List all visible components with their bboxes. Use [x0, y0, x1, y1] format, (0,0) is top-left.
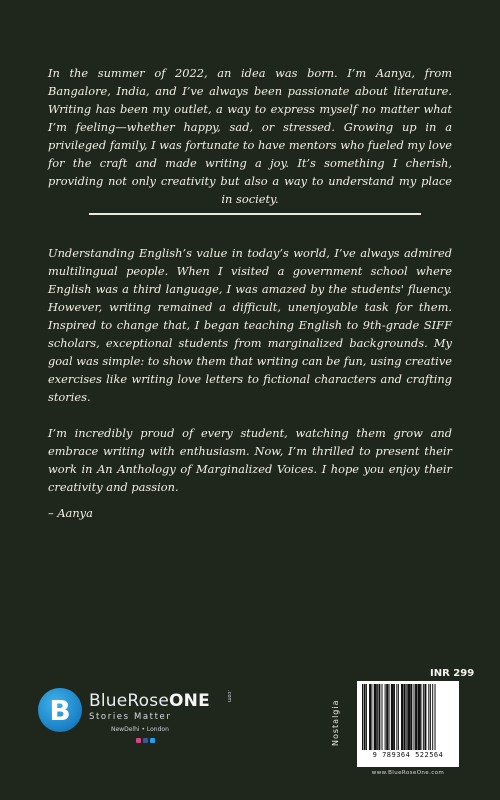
isbn-barcode: [357, 681, 459, 767]
barcode-bars: [362, 684, 454, 750]
instagram-icon: [136, 738, 141, 743]
publisher-cities: NewDelhi • London: [111, 726, 169, 733]
book-title-vertical: Nostalgia: [331, 699, 340, 747]
price-label: INR 299: [430, 668, 475, 679]
publisher-logo: [38, 688, 232, 744]
divider-line: [89, 213, 421, 215]
publisher-website: www.BlueRoseOne.com: [371, 770, 445, 776]
teaching-paragraph: Understanding English’s value in today’s world, I’ve always admired multilingual people. When I visited a government school where English was a third language, I was amazed by the students' fluency. However, writing remained a difficult, unenjoyable task for them. Inspired to change that, I began teaching English to 9th-grade SIFF scholars, exceptional students from marginalized backgrounds. My goal was simple: to show them that writing can be fun, using creative exercises like writing love letters to fictional characters and crafting stories.: [48, 246, 452, 404]
facebook-icon: [143, 738, 148, 743]
publisher-name: BlueRoseONE: [89, 691, 210, 711]
publisher-logo-icon: B: [38, 688, 82, 732]
publisher-tagline: Stories Matter: [89, 712, 172, 722]
author-signature: – Aanya: [48, 506, 93, 520]
intro-paragraph: In the summer of 2022, an idea was born. I’m Aanya, from Bangalore, India, and I’ve always been passionate about literature. Writing has been my outlet, a way to express myself no matter what I’m feeling—whether happy, sad, or stressed. Growing up in a privileged family, I was fortunate to have mentors who fueled my love for the craft and made writing a joy. It’s something I cherish, providing not only creativity but also a way to understand my place in society.: [48, 66, 452, 206]
social-icons: [136, 738, 155, 744]
publisher-domain-suffix: .com: [226, 690, 232, 703]
closing-paragraph: I’m incredibly proud of every student, watching them grow and embrace writing with enthusiasm. Now, I’m thrilled to present their work in An Anthology of Marginalized Voices. I hope you enjoy their creativity and passion.: [48, 426, 452, 494]
twitter-icon: [150, 738, 155, 743]
isbn-number: 9 789364 522564: [372, 751, 444, 759]
